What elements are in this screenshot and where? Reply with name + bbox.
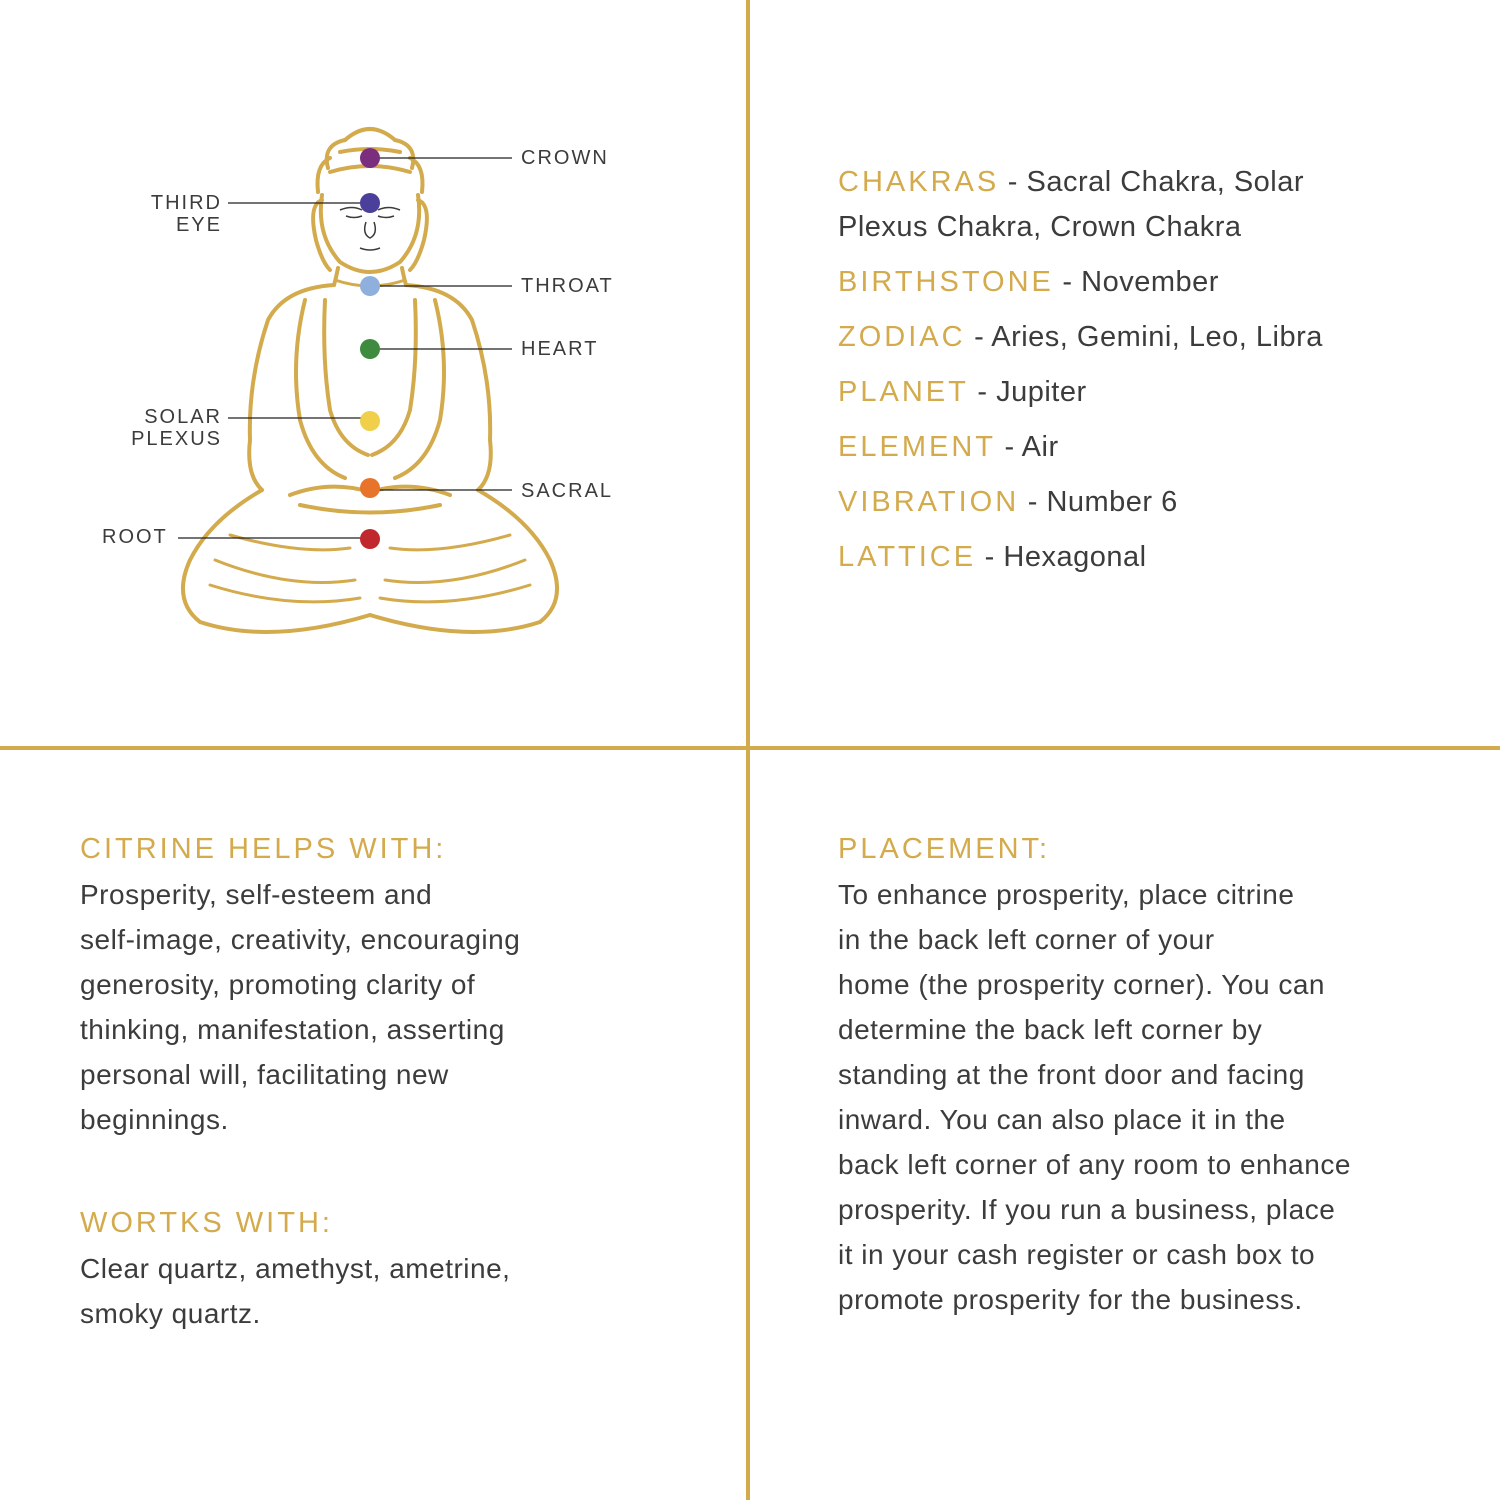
property-value: Sacral Chakra, Solar [1026,166,1305,198]
property-value: November [1081,266,1219,298]
solar-plexus-label: SOLAR PLEXUS [131,406,222,450]
property-vibration [838,480,1438,525]
property-separator: - [999,166,1027,198]
helps-title: CITRINE HELPS WITH: [80,833,447,865]
property-key: LATTICE [838,541,977,573]
property-key: VIBRATION [838,486,1020,518]
property-separator: - [965,321,992,353]
helps-section [80,827,680,1142]
property-key: PLANET [838,376,969,408]
placement-title: PLACEMENT: [838,833,1051,865]
property-birthstone [838,260,1438,305]
buddha-figure-icon [0,0,746,746]
crown-chakra-dot [360,148,380,168]
property-value: Jupiter [996,376,1087,408]
chakra-figure [0,0,746,746]
crown-label: CROWN [521,147,609,169]
property-value: Air [1021,431,1059,463]
property-key: BIRTHSTONE [838,266,1054,298]
property-key: CHAKRAS [838,166,1000,198]
property-separator: - [995,431,1022,463]
property-value: Aries, Gemini, Leo, Libra [991,321,1323,353]
property-lattice [838,535,1438,580]
sacral-chakra-dot [360,478,380,498]
properties-list [838,160,1438,590]
third-eye-label: THIRD EYE [150,192,222,236]
property-separator: - [968,376,997,408]
property-value: Hexagonal [1003,541,1147,573]
solar-plexus-chakra-dot [360,411,380,431]
root-chakra-dot [360,529,380,549]
placement-body: To enhance prosperity, place citrine in the back left corner of your home (the prosperity corner). You can determine the back left corner by standing at the front door and facing inward. You can also place it in the back left corner of any room to enhance prosperity. If you run a business, place it in your cash register or cash box to promote prosperity for the business. [838,879,1351,1315]
works-title: WORTKS WITH: [80,1207,333,1239]
third-eye-chakra-dot [360,193,380,213]
property-key: ELEMENT [838,431,996,463]
sacral-label: SACRAL [521,480,614,502]
works-body: Clear quartz, amethyst, ametrine, smoky quartz. [80,1253,511,1329]
property-separator: - [1053,266,1082,298]
property-zodiac [838,315,1438,360]
root-label: ROOT [102,526,168,548]
helps-body: Prosperity, self-esteem and self-image, creativity, encouraging generosity, promoting clarity of thinking, manifestation, asserting personal will, facilitating new beginnings. [80,879,521,1135]
property-separator: - [1019,486,1047,518]
property-element [838,425,1438,470]
works-section [80,1201,680,1336]
vertical-divider [746,0,750,1500]
throat-label: THROAT [521,275,614,297]
property-planet [838,370,1438,415]
heart-label: HEART [521,338,599,360]
property-separator: - [976,541,1004,573]
placement-section [838,827,1478,1322]
property-value: Number 6 [1046,486,1178,518]
property-chakras [838,160,1438,250]
heart-chakra-dot [360,339,380,359]
horizontal-divider [0,746,1500,750]
property-value-continued: Plexus Chakra, Crown Chakra [838,211,1242,243]
throat-chakra-dot [360,276,380,296]
property-key: ZODIAC [838,321,966,353]
